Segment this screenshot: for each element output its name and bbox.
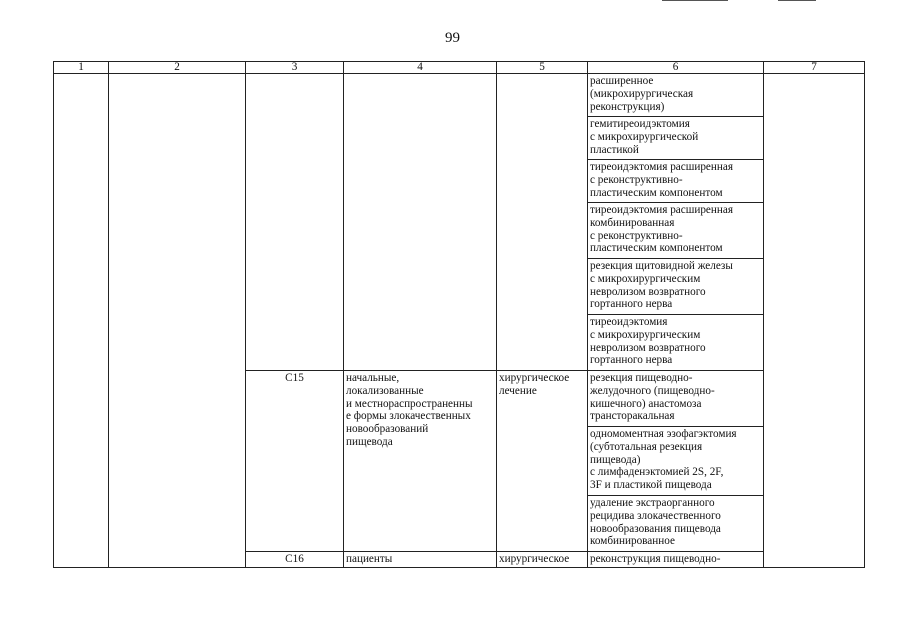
column-number-row — [54, 62, 865, 74]
column-header-5: 5 — [497, 62, 588, 74]
method-cell: одномоментная эзофагэктомия (субтотальная резекция пищевода) с лимфаденэктомией 2S, 2F, 3F и пластикой пищевода — [588, 427, 764, 496]
treatment-type-c15: хирургическое лечение — [497, 371, 588, 552]
column-header-4: 4 — [344, 62, 497, 74]
patient-model-c16: пациенты — [344, 552, 497, 568]
method-cell: реконструкция пищеводно- — [588, 552, 764, 568]
col2-cell — [109, 74, 246, 568]
diagnosis-code-c15: C15 — [246, 371, 344, 552]
method-cell: гемитиреоидэктомия с микрохирургической пластикой — [588, 117, 764, 160]
top-edge-line-left — [662, 0, 728, 1]
table-row — [54, 74, 865, 117]
method-cell: расширенное (микрохирургическая реконструкция) — [588, 74, 764, 117]
method-cell: тиреоидэктомия расширенная с реконструктивно- пластическим компонентом — [588, 160, 764, 203]
col1-cell — [54, 74, 109, 568]
patient-model-c15: начальные, локализованные и местнораспространенны е формы злокачественных новообразований пищевода — [344, 371, 497, 552]
column-header-7: 7 — [764, 62, 865, 74]
col7-cell — [764, 74, 865, 568]
method-cell: удаление экстраорганного рецидива злокачественного новообразования пищевода комбинированное — [588, 496, 764, 552]
top-edge-line-right — [778, 0, 816, 1]
page-number: 99 — [445, 30, 460, 46]
method-cell: резекция щитовидной железы с микрохирургическим невролизом возвратного гортанного нерва — [588, 259, 764, 315]
method-cell: тиреоидэктомия с микрохирургическим невролизом возвратного гортанного нерва — [588, 315, 764, 371]
col5-continuation-cell — [497, 74, 588, 371]
medical-care-table — [53, 61, 865, 568]
column-header-1: 1 — [54, 62, 109, 74]
column-header-2: 2 — [109, 62, 246, 74]
column-header-3: 3 — [246, 62, 344, 74]
treatment-type-c16: хирургическое — [497, 552, 588, 568]
method-cell: тиреоидэктомия расширенная комбинированная с реконструктивно- пластическим компонентом — [588, 203, 764, 259]
col3-continuation-cell — [246, 74, 344, 371]
diagnosis-code-c16: C16 — [246, 552, 344, 568]
method-cell: резекция пищеводно- желудочного (пищеводно- кишечного) анастомоза трансторакальная — [588, 371, 764, 427]
col4-continuation-cell — [344, 74, 497, 371]
column-header-6: 6 — [588, 62, 764, 74]
